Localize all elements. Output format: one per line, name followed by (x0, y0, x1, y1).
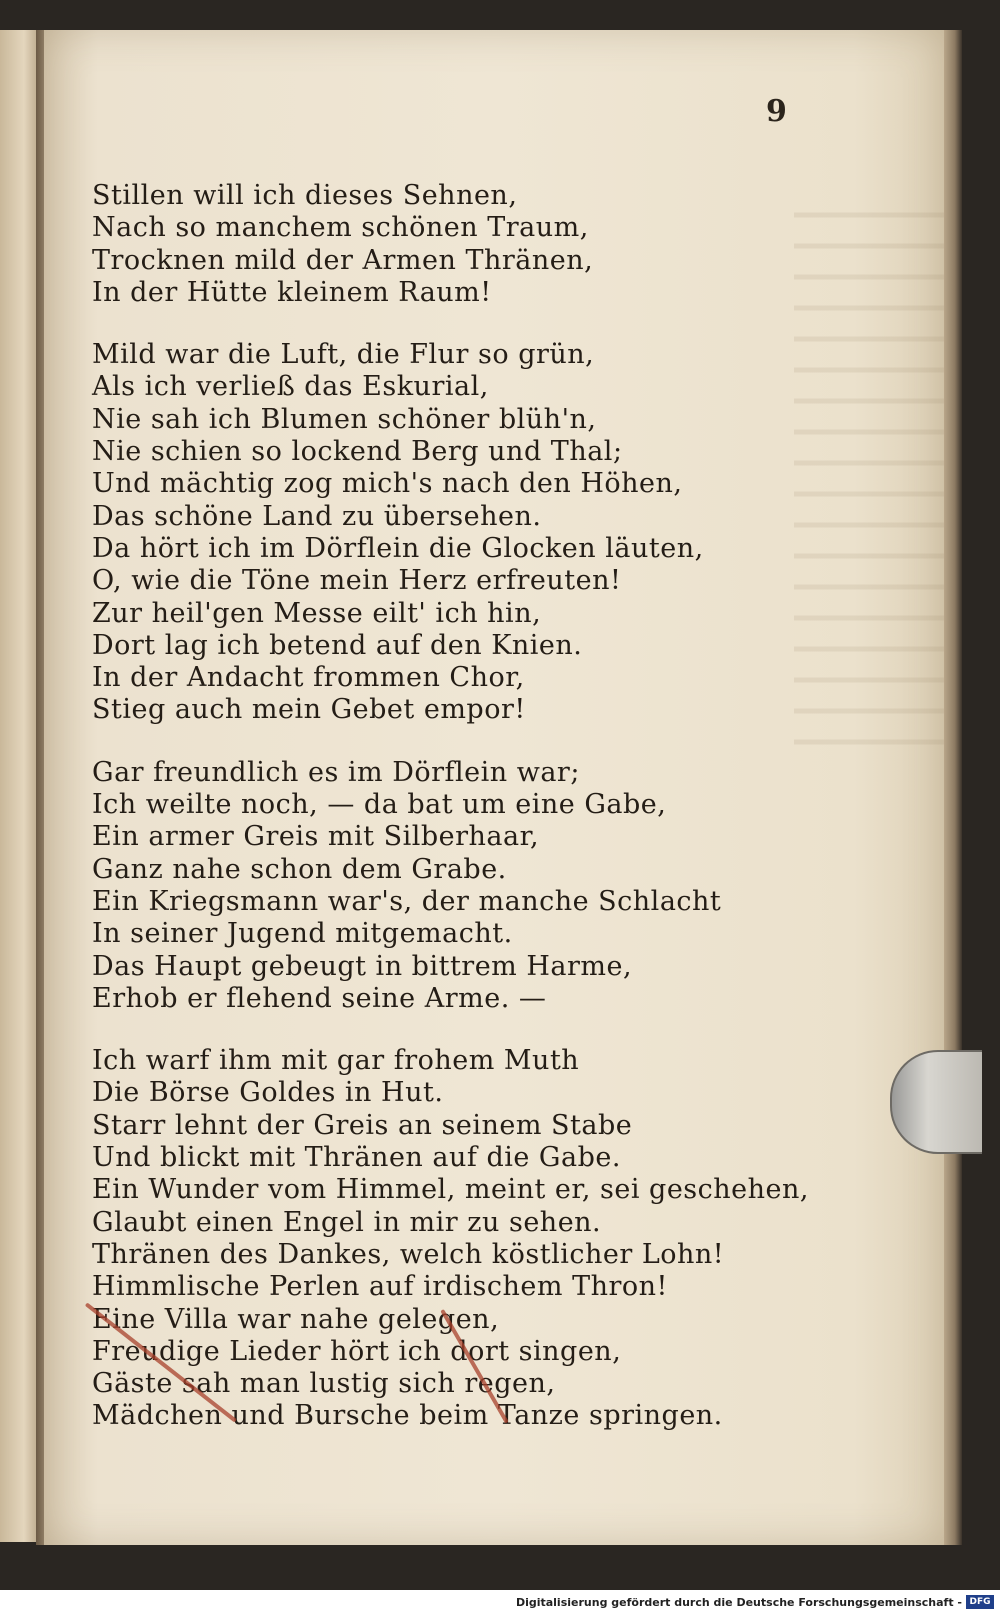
poem-line: Ein armer Greis mit Silberhaar, (92, 821, 540, 853)
poem-line: In seiner Jugend mitgemacht. (92, 918, 513, 950)
facing-page-edge (0, 30, 40, 1542)
poem-line: Und mächtig zog mich's nach den Höhen, (92, 468, 683, 500)
poem-line: Zur heil'gen Messe eilt' ich hin, (92, 597, 542, 629)
poem-line: Himmlische Perlen auf irdischem Thron! (92, 1271, 668, 1303)
poem-line: Nach so manchem schönen Traum, (92, 212, 589, 244)
poem-line: Thränen des Dankes, welch köstlicher Lohn! (92, 1238, 725, 1270)
poem-line: Ganz nahe schon dem Grabe. (92, 853, 507, 885)
funding-credit: Digitalisierung gefördert durch die Deutsche Forschungsgemeinschaft - (515, 1596, 962, 1609)
poem-line: Als ich verließ das Eskurial, (92, 371, 489, 403)
poem-line: Starr lehnt der Greis an seinem Stabe (92, 1109, 633, 1141)
book-page (44, 30, 944, 1545)
poem-line: Ein Kriegsmann war's, der manche Schlacht (92, 885, 722, 917)
poem-line: Nie sah ich Blumen schöner blüh'n, (92, 403, 597, 435)
poem-line: Freudige Lieder hört ich dort singen, (92, 1335, 622, 1367)
poem-line: In der Hütte kleinem Raum! (92, 276, 492, 308)
poem-line: Trocknen mild der Armen Thränen, (92, 244, 594, 276)
stanza (92, 1045, 912, 1433)
poem-line: Gäste sah man lustig sich regen, (92, 1368, 556, 1400)
stanza (92, 339, 912, 727)
poem-line: Ich warf ihm mit gar frohem Muth (92, 1045, 580, 1077)
poem-line: Das schöne Land zu übersehen. (92, 500, 542, 532)
poem-line: Das Haupt gebeugt in bittrem Harme, (92, 950, 633, 982)
poem-line: O, wie die Töne mein Herz erfreuten! (92, 565, 622, 597)
poem-line: In der Andacht frommen Chor, (92, 662, 525, 694)
stanza (92, 180, 912, 309)
bookmark-clip (890, 1050, 982, 1154)
poem-line: Nie schien so lockend Berg und Thal; (92, 436, 623, 468)
poem-line: Erhob er flehend seine Arme. — (92, 982, 547, 1014)
poem-line: Dort lag ich betend auf den Knien. (92, 629, 583, 661)
page-edge (944, 30, 962, 1545)
poem-text (92, 180, 912, 1433)
poem-line: Mädchen und Bursche beim Tanze springen. (92, 1400, 723, 1432)
poem-line: Die Börse Goldes in Hut. (92, 1077, 444, 1109)
poem-line: Ich weilte noch, — da bat um eine Gabe, (92, 789, 667, 821)
page-number: 9 (766, 94, 787, 129)
poem-line: Glaubt einen Engel in mir zu sehen. (92, 1206, 602, 1238)
poem-line: Eine Villa war nahe gelegen, (92, 1303, 500, 1335)
poem-line: Da hört ich im Dörflein die Glocken läuten, (92, 532, 704, 564)
poem-line: Ein Wunder vom Himmel, meint er, sei geschehen, (92, 1174, 809, 1206)
poem-line: Gar freundlich es im Dörflein war; (92, 756, 580, 788)
poem-line: Mild war die Luft, die Flur so grün, (92, 339, 595, 371)
digitization-footer (0, 1590, 1000, 1612)
stanza (92, 757, 912, 1015)
poem-line: Stieg auch mein Gebet empor! (92, 694, 526, 726)
poem-line: Und blickt mit Thränen auf die Gabe. (92, 1142, 621, 1174)
poem-line: Stillen will ich dieses Sehnen, (92, 180, 518, 211)
dfg-logo: DFG (966, 1595, 994, 1609)
